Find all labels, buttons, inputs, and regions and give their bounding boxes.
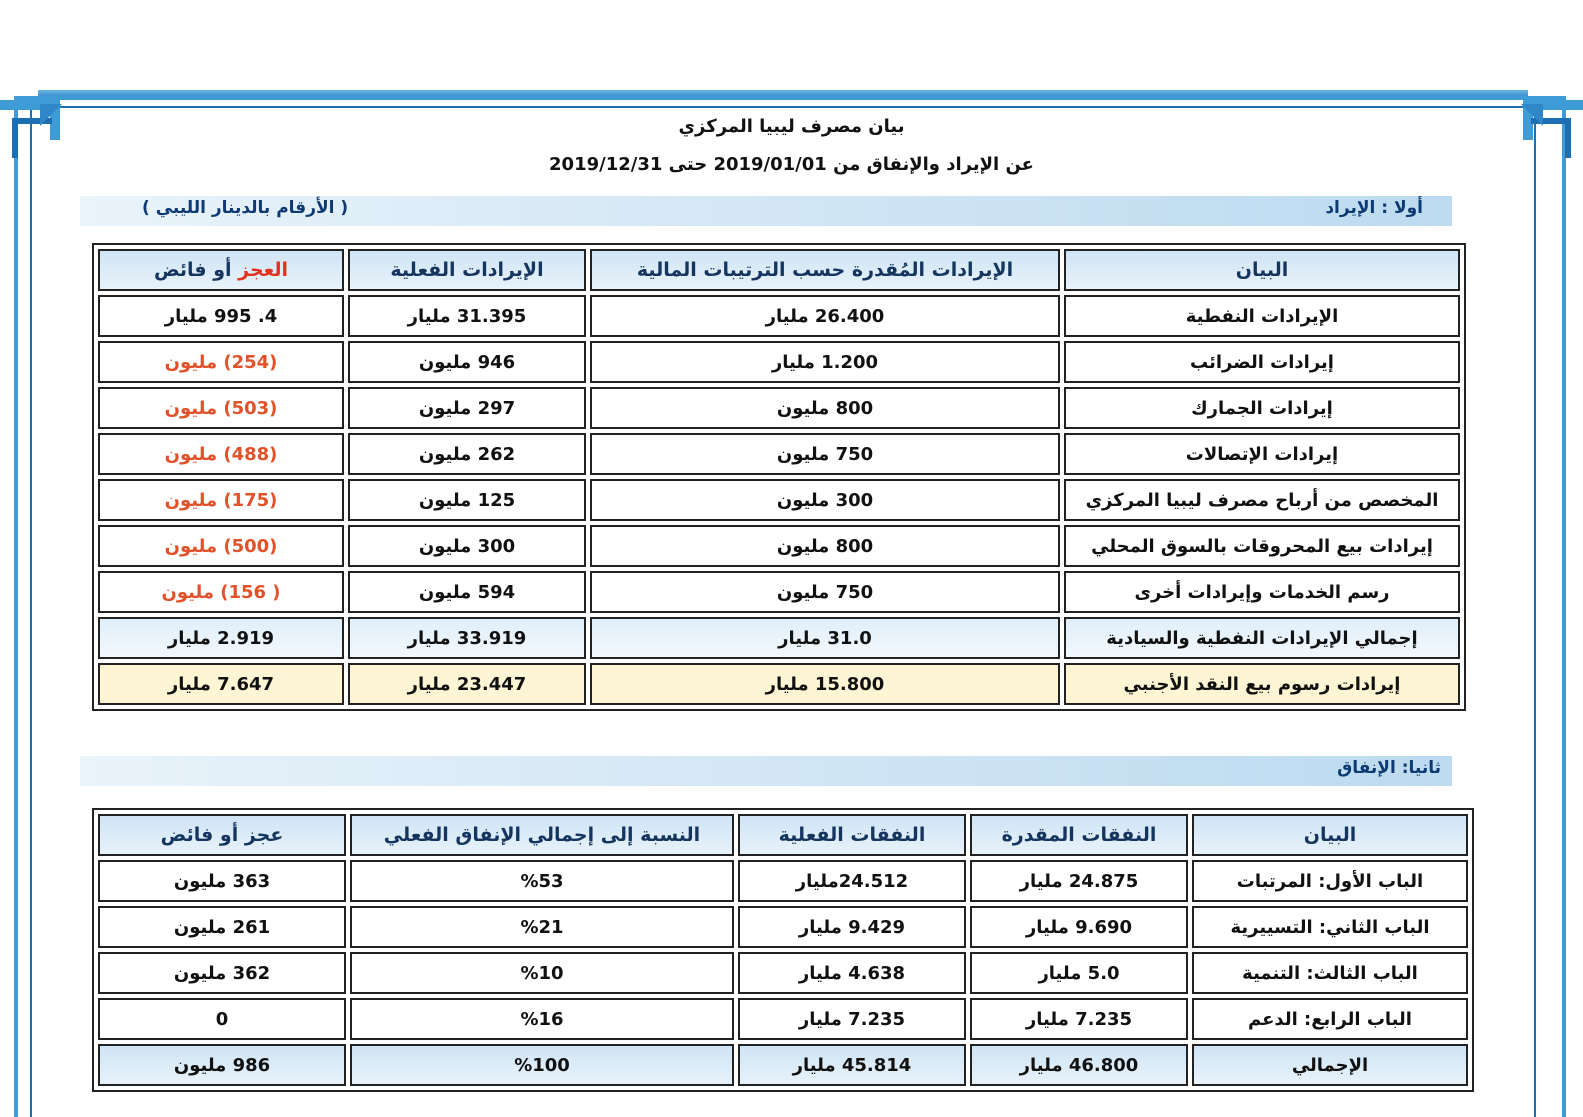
revenue-header-row xyxy=(98,249,1460,291)
deficit-surplus-cell: ( 156) مليون xyxy=(98,571,344,613)
actual-revenue-cell: 946 مليون xyxy=(348,341,586,383)
revenue-item-cell: إيرادات الضرائب xyxy=(1064,341,1460,383)
deficit-surplus-cell: 2.919 مليار xyxy=(98,617,344,659)
actual-spending-cell: 45.814 مليار xyxy=(738,1044,966,1086)
table-row xyxy=(98,998,1468,1040)
estimated-revenue-cell: 800 مليون xyxy=(590,387,1060,429)
document-title: بيان مصرف ليبيا المركزي xyxy=(678,116,905,137)
estimated-revenue-cell: 750 مليون xyxy=(590,433,1060,475)
actual-revenue-cell: 125 مليون xyxy=(348,479,586,521)
spending-item-cell: الباب الأول: المرتبات xyxy=(1192,860,1468,902)
actual-revenue-cell: 31.395 مليار xyxy=(348,295,586,337)
header-share: النسبة إلى إجمالي الإنفاق الفعلي xyxy=(350,814,734,856)
header-deficit-surplus xyxy=(98,249,344,291)
spending-item-cell: الباب الثالث: التنمية xyxy=(1192,952,1468,994)
actual-revenue-cell: 297 مليون xyxy=(348,387,586,429)
deficit-surplus-cell: (503) مليون xyxy=(98,387,344,429)
revenue-item-cell: المخصص من أرباح مصرف ليبيا المركزي xyxy=(1064,479,1460,521)
actual-revenue-cell: 262 مليون xyxy=(348,433,586,475)
header-deficit-word: العجز xyxy=(238,259,289,281)
deficit-surplus-cell: (500) مليون xyxy=(98,525,344,567)
header-item: البيان xyxy=(1192,814,1468,856)
estimated-spending-cell: 24.875 مليار xyxy=(970,860,1188,902)
estimated-spending-cell: 5.0 مليار xyxy=(970,952,1188,994)
spending-total-row xyxy=(98,1044,1468,1086)
estimated-revenue-cell: 15.800 مليار xyxy=(590,663,1060,705)
table-row xyxy=(98,571,1460,613)
estimated-revenue-cell: 31.0 مليار xyxy=(590,617,1060,659)
table-row xyxy=(98,433,1460,475)
actual-revenue-cell: 23.447 مليار xyxy=(348,663,586,705)
table-row xyxy=(98,952,1468,994)
header-actual-revenue: الإيرادات الفعلية xyxy=(348,249,586,291)
deficit-surplus-cell: 261 مليون xyxy=(98,906,346,948)
deficit-surplus-cell: 4. 995 مليار xyxy=(98,295,344,337)
revenue-section-label: أولا : الإيراد xyxy=(1325,198,1423,218)
estimated-revenue-cell: 750 مليون xyxy=(590,571,1060,613)
deficit-surplus-cell: 0 xyxy=(98,998,346,1040)
table-row xyxy=(98,295,1460,337)
header-item: البيان xyxy=(1064,249,1460,291)
header-surplus-word: أو فائض xyxy=(153,259,239,281)
table-row xyxy=(98,479,1460,521)
revenue-table-body xyxy=(98,295,1460,705)
spending-item-cell: الباب الثاني: التسييرية xyxy=(1192,906,1468,948)
actual-spending-cell: 24.512مليار xyxy=(738,860,966,902)
estimated-spending-cell: 9.690 مليار xyxy=(970,906,1188,948)
spending-table-body xyxy=(98,860,1468,1086)
actual-revenue-cell: 594 مليون xyxy=(348,571,586,613)
actual-revenue-cell: 300 مليون xyxy=(348,525,586,567)
document-subtitle: عن الإيراد والإنفاق من 2019/01/01 حتى 2019/12/31 xyxy=(549,154,1034,175)
header-estimated-revenue: الإيرادات المُقدرة حسب الترتيبات المالية xyxy=(590,249,1060,291)
estimated-spending-cell: 7.235 مليار xyxy=(970,998,1188,1040)
table-row xyxy=(98,906,1468,948)
revenue-item-cell: الإيرادات النفطية xyxy=(1064,295,1460,337)
revenue-item-cell: إيرادات رسوم بيع النقد الأجنبي xyxy=(1064,663,1460,705)
deficit-surplus-cell: 363 مليون xyxy=(98,860,346,902)
spending-table xyxy=(92,808,1474,1092)
spending-header-row xyxy=(98,814,1468,856)
spending-section-label: ثانيا: الإنفاق xyxy=(1337,758,1441,778)
header-deficit-surplus: عجز أو فائض xyxy=(98,814,346,856)
header-actual-spending: النفقات الفعلية xyxy=(738,814,966,856)
spending-item-cell: الإجمالي xyxy=(1192,1044,1468,1086)
fx-revenue-row xyxy=(98,663,1460,705)
estimated-revenue-cell: 26.400 مليار xyxy=(590,295,1060,337)
revenue-item-cell: إيرادات الجمارك xyxy=(1064,387,1460,429)
deficit-surplus-cell: (175) مليون xyxy=(98,479,344,521)
estimated-spending-cell: 46.800 مليار xyxy=(970,1044,1188,1086)
share-cell: %16 xyxy=(350,998,734,1040)
actual-spending-cell: 4.638 مليار xyxy=(738,952,966,994)
share-cell: %100 xyxy=(350,1044,734,1086)
share-cell: %53 xyxy=(350,860,734,902)
units-note: ( الأرقام بالدينار الليبي ) xyxy=(142,198,349,218)
estimated-revenue-cell: 1.200 مليار xyxy=(590,341,1060,383)
spending-item-cell: الباب الرابع: الدعم xyxy=(1192,998,1468,1040)
header-estimated-spending: النفقات المقدرة xyxy=(970,814,1188,856)
revenue-total-row xyxy=(98,617,1460,659)
revenue-item-cell: إيرادات الإتصالات xyxy=(1064,433,1460,475)
table-row xyxy=(98,387,1460,429)
actual-spending-cell: 7.235 مليار xyxy=(738,998,966,1040)
actual-spending-cell: 9.429 مليار xyxy=(738,906,966,948)
revenue-item-cell: رسم الخدمات وإيرادات أخرى xyxy=(1064,571,1460,613)
table-row xyxy=(98,525,1460,567)
share-cell: %10 xyxy=(350,952,734,994)
spending-section-band xyxy=(80,756,1452,786)
revenue-item-cell: إيرادات بيع المحروقات بالسوق المحلي xyxy=(1064,525,1460,567)
deficit-surplus-cell: (488) مليون xyxy=(98,433,344,475)
revenue-table xyxy=(92,243,1466,711)
deficit-surplus-cell: 7.647 مليار xyxy=(98,663,344,705)
deficit-surplus-cell: 362 مليون xyxy=(98,952,346,994)
share-cell: %21 xyxy=(350,906,734,948)
table-row xyxy=(98,860,1468,902)
table-row xyxy=(98,341,1460,383)
estimated-revenue-cell: 300 مليون xyxy=(590,479,1060,521)
deficit-surplus-cell: (254) مليون xyxy=(98,341,344,383)
estimated-revenue-cell: 800 مليون xyxy=(590,525,1060,567)
actual-revenue-cell: 33.919 مليار xyxy=(348,617,586,659)
revenue-item-cell: إجمالي الإيرادات النفطية والسيادية xyxy=(1064,617,1460,659)
deficit-surplus-cell: 986 مليون xyxy=(98,1044,346,1086)
